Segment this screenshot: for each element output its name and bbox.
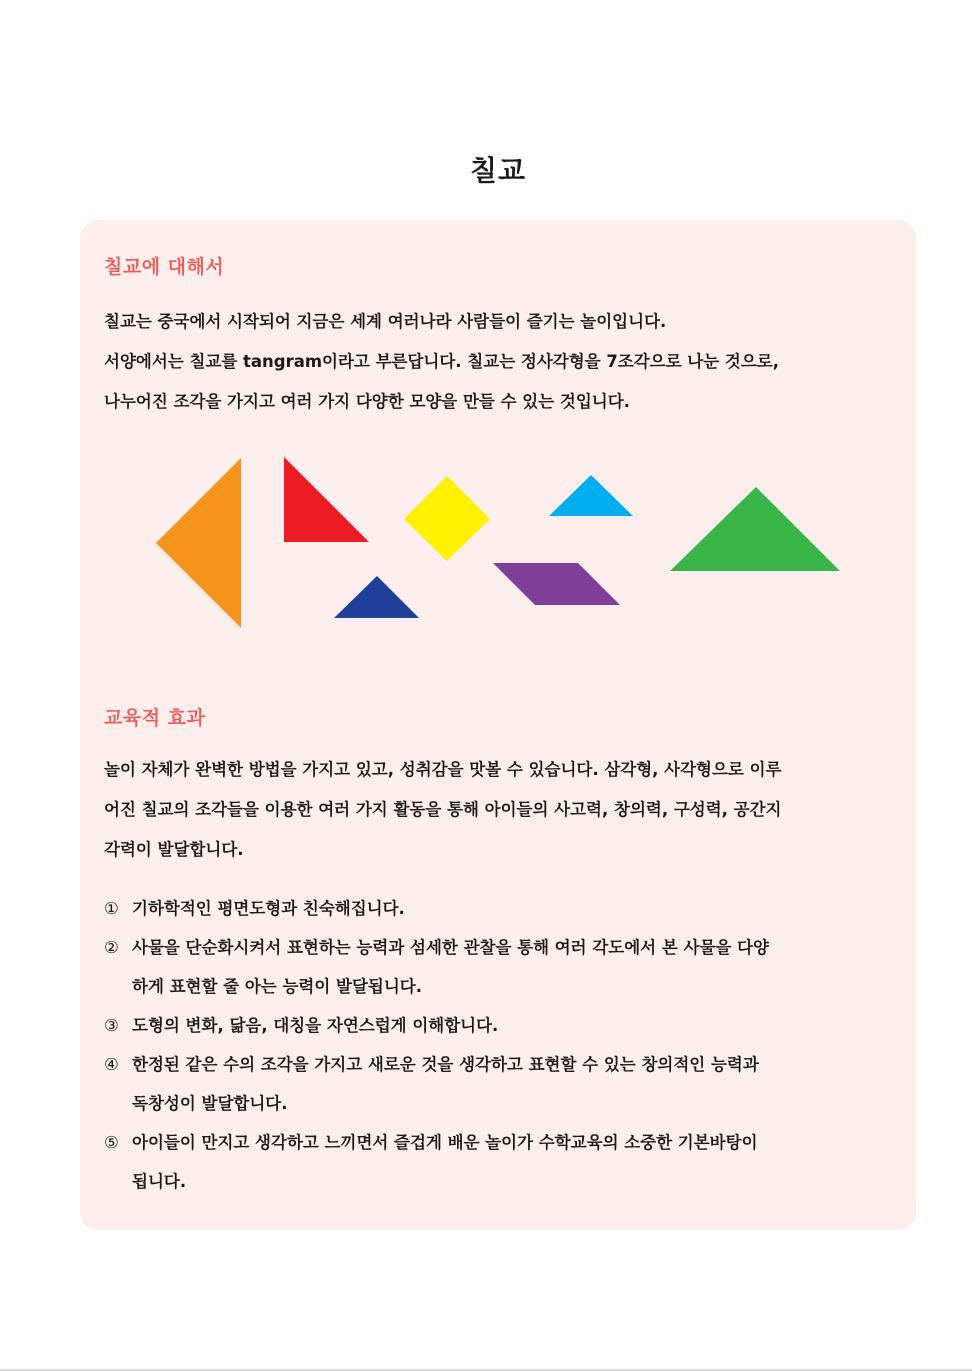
- benefit-text-continued: 하게 표현할 줄 아는 능력이 발달됩니다.: [132, 977, 423, 996]
- effect-paragraph: [104, 750, 896, 870]
- about-paragraph: [104, 302, 896, 422]
- benefit-item: [104, 889, 896, 928]
- benefit-marker: ⑤: [104, 1133, 119, 1152]
- page-title: 칠교: [469, 153, 527, 187]
- purple-parallelogram: [493, 563, 620, 605]
- benefit-marker: ③: [104, 1016, 119, 1035]
- benefit-item: [104, 1006, 896, 1045]
- benefit-text-continued: 됩니다.: [132, 1172, 187, 1191]
- benefit-text: 아이들이 만지고 생각하고 느끼면서 즐겁게 배운 놀이가 수학교육의 소중한 기본바탕이: [132, 1133, 758, 1152]
- benefit-list: [104, 889, 896, 1201]
- benefit-item: [104, 928, 896, 1006]
- red-triangle: [284, 457, 369, 542]
- large-orange-triangle: [156, 458, 241, 628]
- content-card: [80, 220, 916, 1230]
- section-heading-about: 칠교에 대해서: [104, 256, 225, 278]
- about-line-2: 서양에서는 칠교를 tangram이라고 부른답니다. 칠교는 정사각형을 7조각으로 나눈 것으로,: [104, 352, 780, 371]
- section-heading-educational-effect: 교육적 효과: [104, 707, 206, 729]
- light-blue-triangle: [549, 475, 633, 516]
- benefit-item: [104, 1123, 896, 1201]
- effect-line-1: 놀이 자체가 완벽한 방법을 가지고 있고, 성취감을 맛볼 수 있습니다. 삼각형, 사각형으로 이루: [104, 760, 782, 779]
- benefit-text-continued: 독창성이 발달합니다.: [132, 1094, 288, 1113]
- about-line-3: 나누어진 조각을 가지고 여러 가지 다양한 모양을 만들 수 있는 것입니다.: [104, 392, 630, 411]
- benefit-marker: ②: [104, 938, 119, 957]
- about-line-1: 칠교는 중국에서 시작되어 지금은 세계 여러나라 사람들이 즐기는 놀이입니다.: [104, 312, 667, 331]
- effect-line-2: 어진 칠교의 조각들을 이용한 여러 가지 활동을 통해 아이들의 사고력, 창의력, 구성력, 공간지: [104, 800, 782, 819]
- benefit-item: [104, 1045, 896, 1123]
- benefit-text: 도형의 변화, 닮음, 대칭을 자연스럽게 이해합니다.: [132, 1016, 499, 1035]
- benefit-marker: ①: [104, 899, 119, 918]
- benefit-text: 기하학적인 평면도형과 친숙해집니다.: [132, 899, 405, 918]
- effect-line-3: 각력이 발달합니다.: [104, 840, 244, 859]
- navy-triangle: [334, 576, 419, 618]
- benefit-text: 사물을 단순화시켜서 표현하는 능력과 섬세한 관찰을 통해 여러 각도에서 본 사물을 다양: [132, 938, 769, 957]
- tangram-pieces-illustration: [80, 440, 916, 640]
- benefit-marker: ④: [104, 1055, 119, 1074]
- benefit-text: 한정된 같은 수의 조각을 가지고 새로운 것을 생각하고 표현할 수 있는 창의적인 능력과: [132, 1055, 759, 1074]
- yellow-square: [404, 476, 490, 561]
- large-green-triangle: [670, 487, 840, 571]
